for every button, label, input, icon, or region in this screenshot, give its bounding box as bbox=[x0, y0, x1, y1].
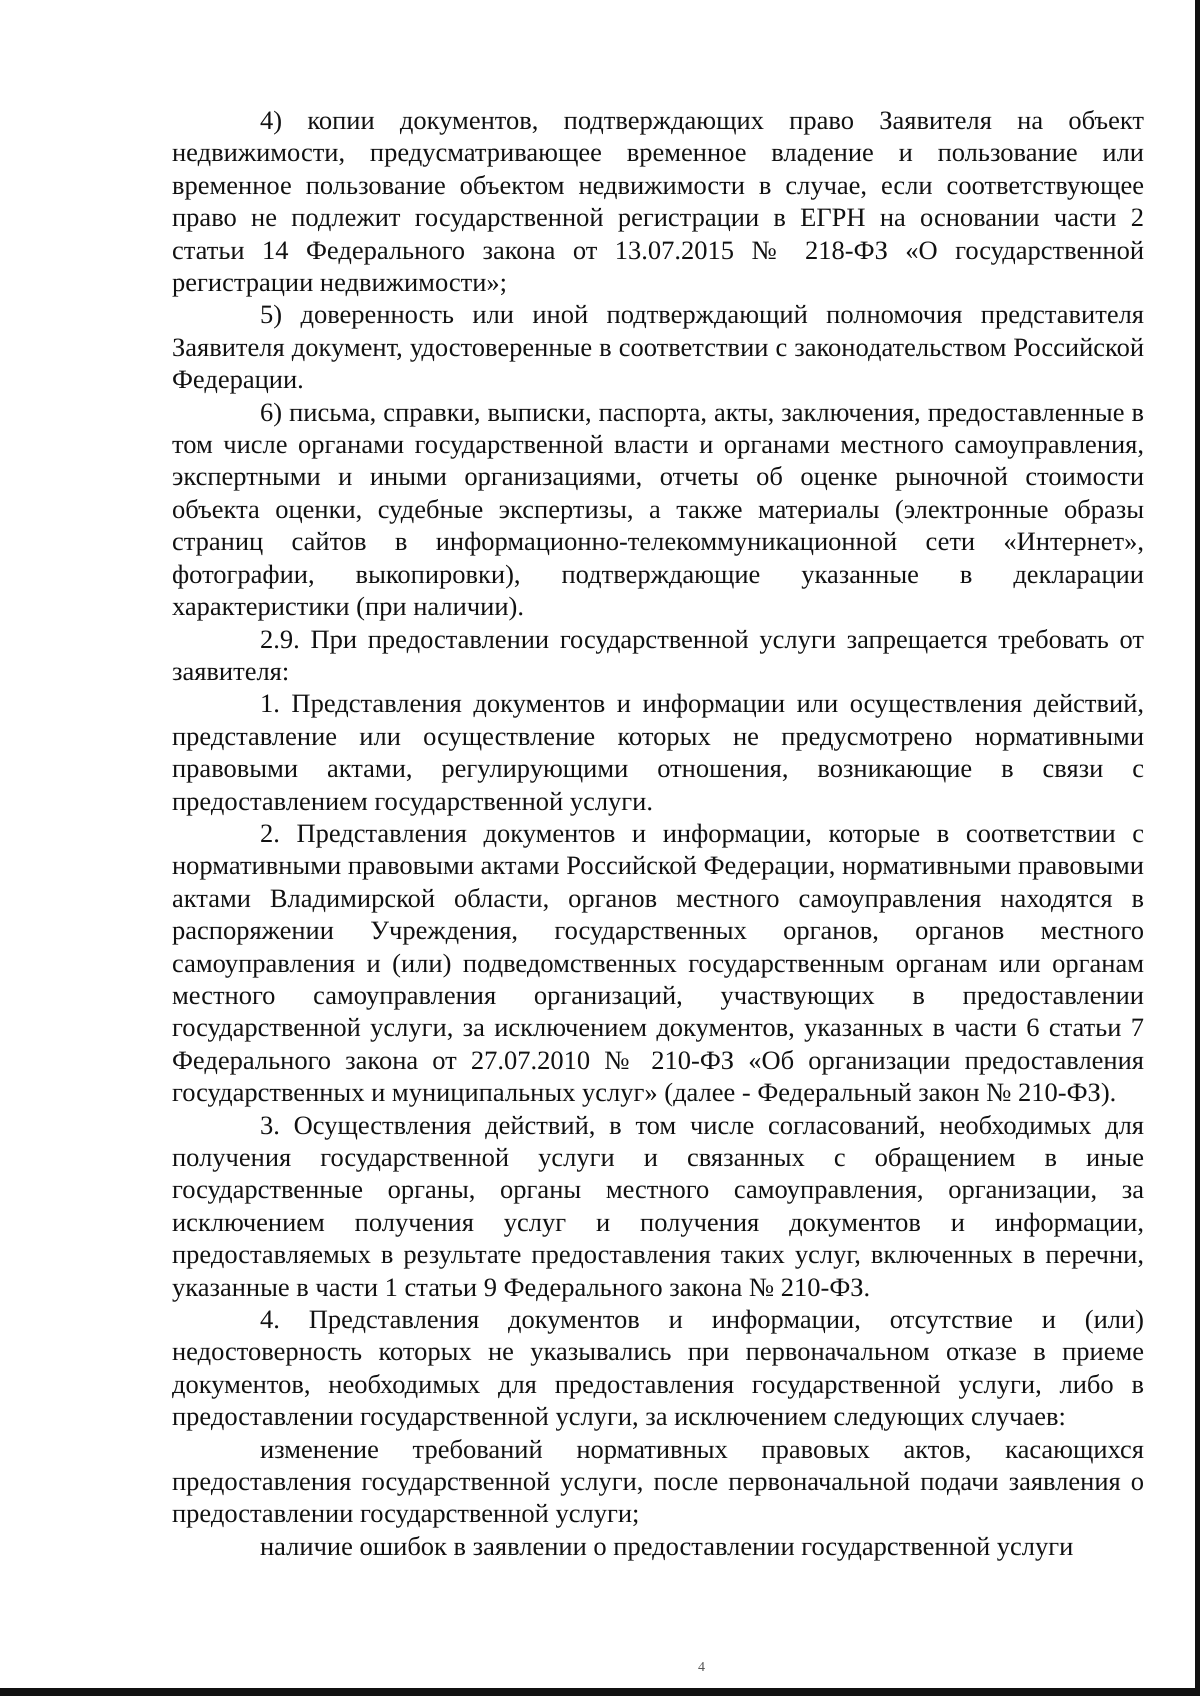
document-body bbox=[172, 104, 1144, 1562]
paragraph-point-2: 2. Представления документов и информации, которые в соответствии с нормативными правовыми актами Российской Федерации, нормативными правовыми актами Владимирской области, органов местного самоуправления находятся в распоряжении Учреждения, государственных органов, органов местного самоуправления и (или) подведомственных государственным органам или органам местного самоуправления организаций, участвующих в предоставлении государственной услуги, за исключением документов, указанных в части 6 статьи 7 Федерального закона от 27.07.2010 № 210-ФЗ «Об организации предоставления государственных и муниципальных услуг» (далее - Федеральный закон № 210-ФЗ). bbox=[172, 817, 1144, 1108]
paragraph-exception-2: наличие ошибок в заявлении о предоставлении государственной услуги bbox=[260, 1530, 1074, 1561]
paragraph-section-2-9: 2.9. При предоставлении государственной услуги запрещается требовать от заявителя: bbox=[172, 623, 1144, 686]
paragraph-item-5: 5) доверенность или иной подтверждающий полномочия представителя Заявителя документ, удостоверенные в соответствии с законодательством Российской Федерации. bbox=[172, 299, 1144, 395]
paragraph-exception-1: изменение требований нормативных правовых актов, касающихся предоставления государственной услуги, после первоначальной подачи заявления о предоставлении государственной услуги; bbox=[172, 1433, 1144, 1529]
page-number: 4 bbox=[698, 1660, 706, 1675]
paragraph-item-6: 6) письма, справки, выписки, паспорта, акты, заключения, предоставленные в том числе органами государственной власти и органами местного самоуправления, экспертными и иными организациями, отчеты об оценке рыночной стоимости объекта оценки, судебные экспертизы, а также материалы (электронные образы страниц сайтов в информационно-телекоммуникационной сети «Интернет», фотографии, выкопировки), подтверждающие указанные в декларации характеристики (при наличии). bbox=[172, 396, 1144, 622]
paragraph-point-4: 4. Представления документов и информации, отсутствие и (или) недостоверность которых не указывались при первоначальном отказе в приеме документов, необходимых для предоставления государственной услуги, либо в предоставлении государственной услуги, за исключением следующих случаев: bbox=[172, 1304, 1144, 1432]
scan-border-right bbox=[1195, 0, 1200, 1696]
scan-border-bottom bbox=[0, 1688, 1200, 1696]
paragraph-item-4: 4) копии документов, подтверждающих право Заявителя на объект недвижимости, предусматривающее временное владение и пользование или временное пользование объектом недвижимости в случае, если соответствующее право не подлежит государственной регистрации в ЕГРН на основании части 2 статьи 14 Федерального закона от 13.07.2015 № 218-ФЗ «О государственной регистрации недвижимости»; bbox=[172, 105, 1144, 298]
paragraph-point-3: 3. Осуществления действий, в том числе согласований, необходимых для получения государственной услуги и связанных с обращением в иные государственные органы, органы местного самоуправления, организации, за исключением получения услуг и получения документов и информации, предоставляемых в результате предоставления таких услуг, включенных в перечни, указанные в части 1 статьи 9 Федерального закона № 210-ФЗ. bbox=[172, 1109, 1144, 1302]
paragraph-point-1: 1. Представления документов и информации или осуществления действий, представление или осуществление которых не предусмотрено нормативными правовыми актами, регулирующими отношения, возникающие в связи с предоставлением государственной услуги. bbox=[172, 688, 1144, 816]
